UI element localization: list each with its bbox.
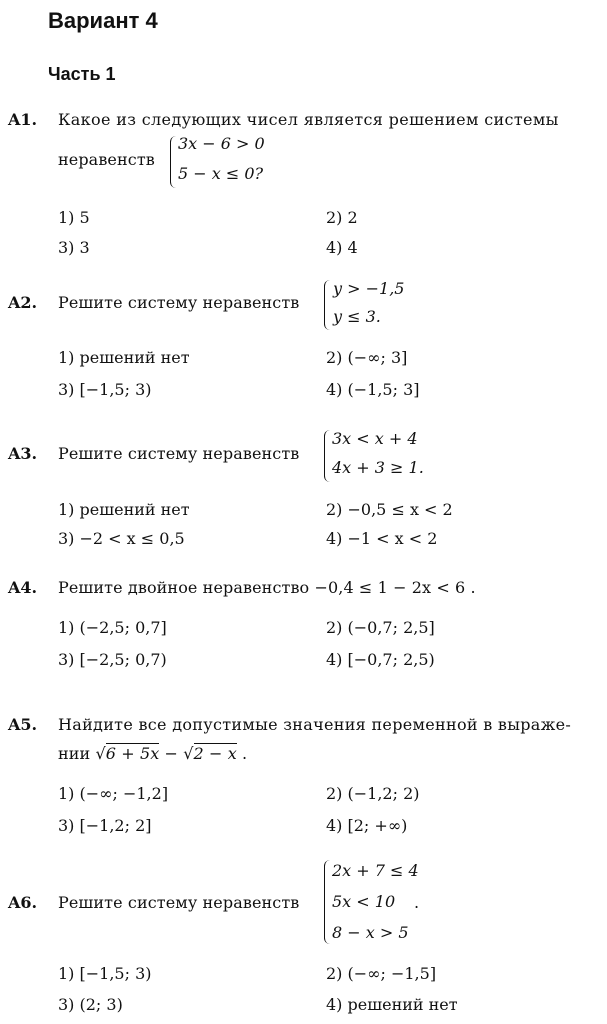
answer-option[interactable]: 2) (−1,2; 2) <box>326 784 420 803</box>
system-line: 5 − x ≤ 0? <box>178 164 264 183</box>
answer-option[interactable]: 3) −2 < x ≤ 0,5 <box>58 529 185 548</box>
system-line: y > −1,5 <box>333 279 405 298</box>
sqrt-icon: √ <box>183 744 194 763</box>
system-line: y ≤ 3. <box>333 307 381 326</box>
answer-option[interactable]: 1) решений нет <box>58 348 190 367</box>
answer-option[interactable]: 2) (−∞; 3] <box>326 348 408 367</box>
system-brace <box>324 430 331 482</box>
system-suffix: . <box>414 893 420 912</box>
task-text-line2: неравенств <box>58 150 155 169</box>
radicand-b: 2 − x <box>193 744 237 763</box>
system-brace <box>170 136 177 188</box>
task-text: Решите систему неравенств <box>58 893 300 912</box>
system-line: 3x − 6 > 0 <box>178 134 265 153</box>
answer-option[interactable]: 1) (−∞; −1,2] <box>58 784 169 803</box>
variant-title: Вариант 4 <box>48 8 158 33</box>
expr-suffix: . <box>236 744 248 763</box>
task-text: Решите систему неравенств <box>58 444 300 463</box>
system-line: 3x < x + 4 <box>332 429 418 448</box>
radicand-a: 6 + 5x <box>105 744 160 763</box>
task-text: Решите систему неравенств <box>58 293 300 312</box>
task-number: A2. <box>8 293 38 312</box>
task-text-line1: Найдите все допустимые значения переменной в выраже- <box>58 715 572 734</box>
answer-option[interactable]: 4) решений нет <box>326 995 458 1014</box>
answer-option[interactable]: 2) (−0,7; 2,5] <box>326 618 435 637</box>
task-number: A4. <box>8 578 38 597</box>
system-line: 5x < 10 <box>332 892 396 911</box>
task-number: A3. <box>8 444 38 463</box>
answer-option[interactable]: 3) 3 <box>58 238 90 257</box>
task-text-line2 <box>58 744 247 763</box>
task-number: A1. <box>8 110 38 129</box>
task-text: Решите двойное неравенство −0,4 ≤ 1 − 2x < 6 . <box>58 578 476 597</box>
answer-option[interactable]: 3) [−1,2; 2] <box>58 816 152 835</box>
system-line: 4x + 3 ≥ 1. <box>332 458 424 477</box>
answer-option[interactable]: 2) (−∞; −1,5] <box>326 964 437 983</box>
task-text-line1: Какое из следующих чисел является решением системы <box>58 110 559 129</box>
task-text-prefix: нии <box>58 744 91 763</box>
system-line: 2x + 7 ≤ 4 <box>332 861 419 880</box>
answer-option[interactable]: 1) 5 <box>58 208 90 227</box>
answer-option[interactable]: 3) (2; 3) <box>58 995 123 1014</box>
answer-option[interactable]: 2) 2 <box>326 208 358 227</box>
task-number: A6. <box>8 893 38 912</box>
minus-sign: − <box>164 744 179 763</box>
task-number: A5. <box>8 715 38 734</box>
part-title: Часть 1 <box>48 64 116 84</box>
answer-option[interactable]: 4) 4 <box>326 238 358 257</box>
sqrt-icon: √ <box>95 744 106 763</box>
system-line: 8 − x > 5 <box>332 923 409 942</box>
answer-option[interactable]: 4) [−0,7; 2,5) <box>326 650 435 669</box>
system-brace <box>324 860 331 944</box>
answer-option[interactable]: 4) −1 < x < 2 <box>326 529 438 548</box>
answer-option[interactable]: 3) [−1,5; 3) <box>58 380 152 399</box>
answer-option[interactable]: 3) [−2,5; 0,7) <box>58 650 167 669</box>
answer-option[interactable]: 1) [−1,5; 3) <box>58 964 152 983</box>
system-brace <box>324 280 331 330</box>
answer-option[interactable]: 2) −0,5 ≤ x < 2 <box>326 500 453 519</box>
answer-option[interactable]: 4) (−1,5; 3] <box>326 380 420 399</box>
answer-option[interactable]: 4) [2; +∞) <box>326 816 408 835</box>
answer-option[interactable]: 1) решений нет <box>58 500 190 519</box>
answer-option[interactable]: 1) (−2,5; 0,7] <box>58 618 167 637</box>
